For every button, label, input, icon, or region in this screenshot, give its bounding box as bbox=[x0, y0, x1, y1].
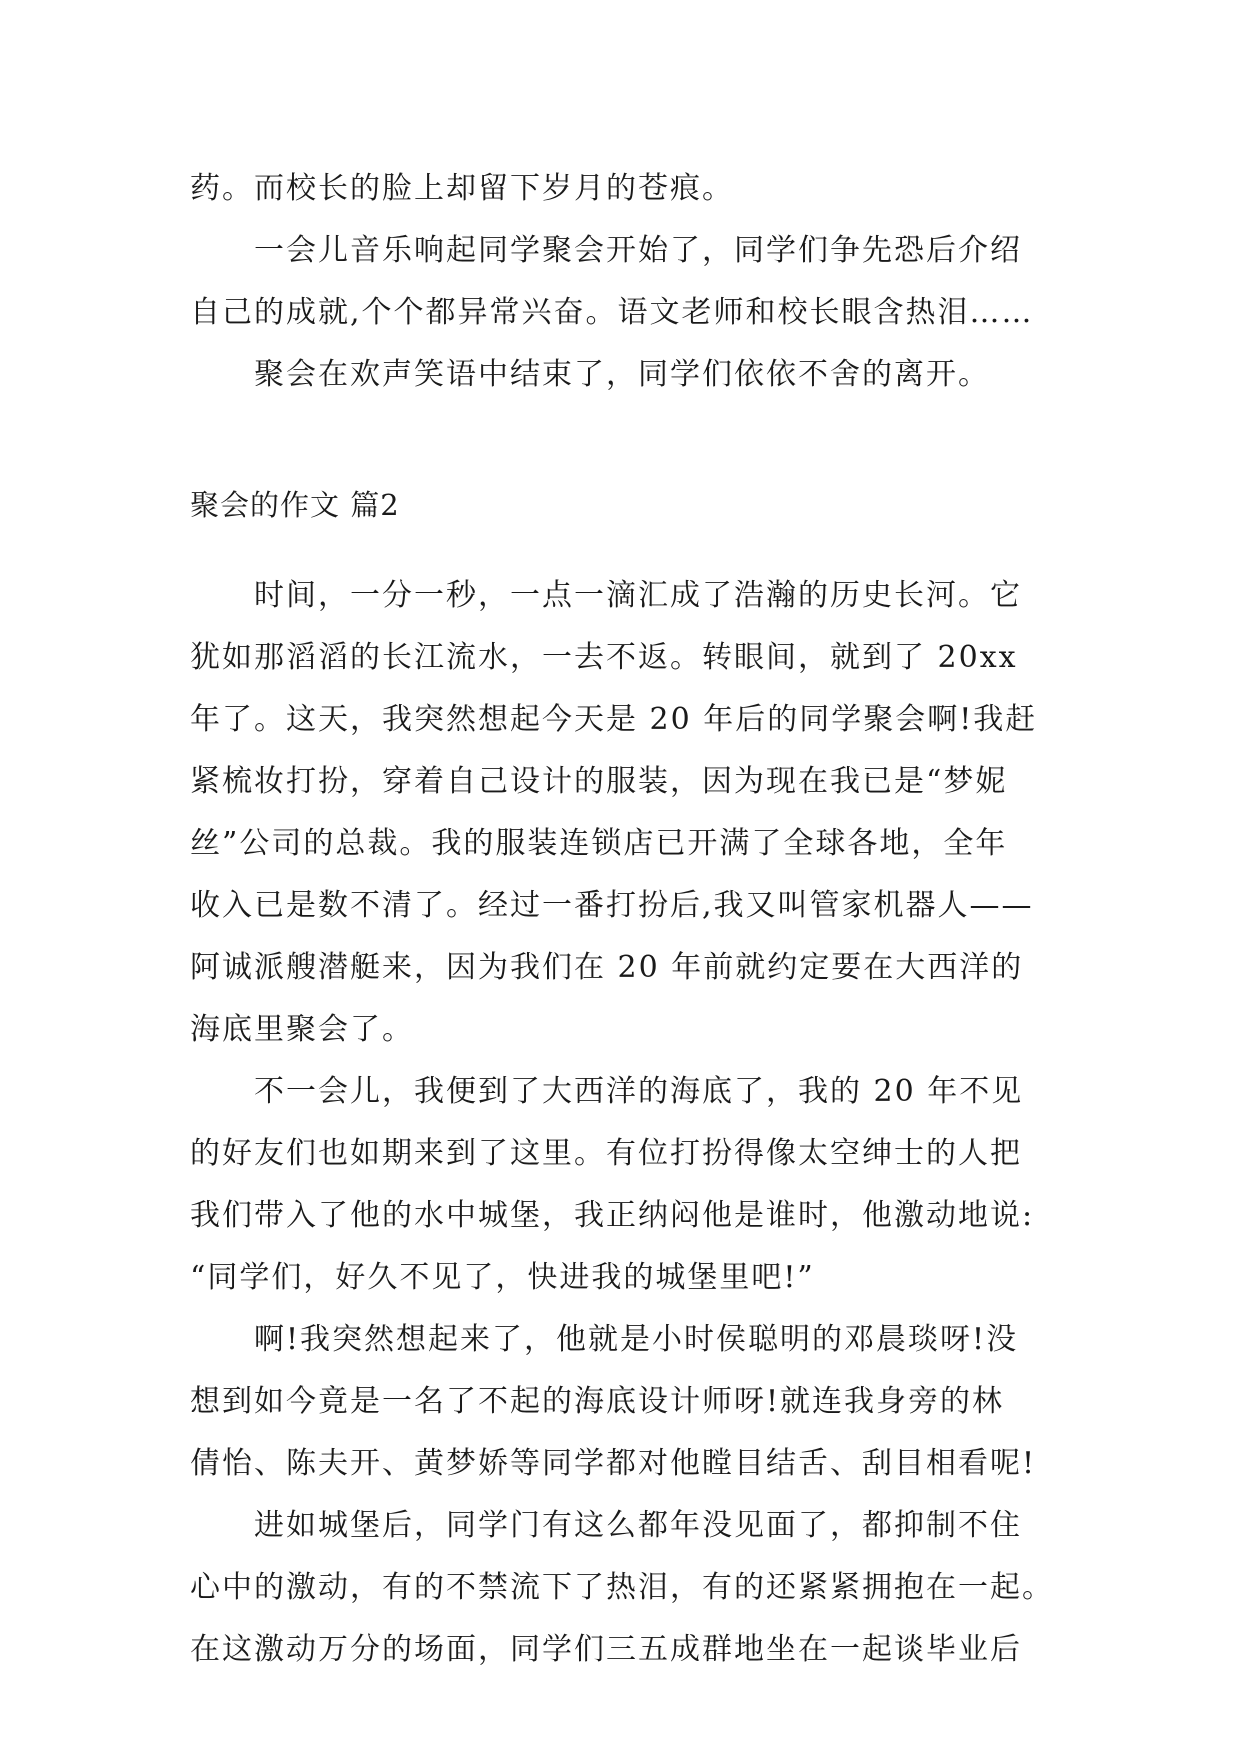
paragraph-line: 聚会在欢声笑语中结束了，同学们依依不舍的离开。 bbox=[254, 357, 990, 392]
paragraph-line: 时间，一分一秒，一点一滴汇成了浩瀚的历史长河。它 bbox=[254, 578, 1022, 613]
paragraph-line: 想到如今竟是一名了不起的海底设计师呀!就连我身旁的林 bbox=[190, 1384, 1005, 1419]
paragraph-line: 紧梳妆打扮，穿着自己设计的服装，因为现在我已是“梦妮 bbox=[190, 764, 1008, 799]
document-page bbox=[190, 158, 1060, 1681]
paragraph-line: 的好友们也如期来到了这里。有位打扮得像太空绅士的人把 bbox=[190, 1136, 1022, 1171]
paragraph-line: 犹如那滔滔的长江流水，一去不返。转眼间，就到了 20xx bbox=[190, 640, 1018, 675]
paragraph-line: 不一会儿，我便到了大西洋的海底了，我的 20 年不见 bbox=[254, 1074, 1024, 1109]
paragraph-line: 丝”公司的总裁。我的服装连锁店已开满了全球各地，全年 bbox=[190, 826, 1008, 861]
paragraph-line: 进如城堡后，同学门有这么都年没见面了，都抑制不住 bbox=[254, 1508, 1022, 1543]
paragraph-line: 药。而校长的脸上却留下岁月的苍痕。 bbox=[190, 171, 734, 206]
paragraph-line: 一会儿音乐响起同学聚会开始了，同学们争先恐后介绍 bbox=[254, 233, 1022, 268]
paragraph-line: 海底里聚会了。 bbox=[190, 1012, 414, 1047]
paragraph-line: 我们带入了他的水中城堡，我正纳闷他是谁时，他激动地说: bbox=[190, 1198, 1035, 1233]
paragraph-line: 倩怡、陈夫开、黄梦娇等同学都对他瞠目结舌、刮目相看呢! bbox=[190, 1446, 1037, 1481]
paragraph-line: 心中的激动，有的不禁流下了热泪，有的还紧紧拥抱在一起。 bbox=[190, 1570, 1054, 1605]
section-heading: 聚会的作文 篇2 bbox=[190, 488, 400, 522]
paragraph-line: 收入已是数不清了。经过一番打扮后,我又叫管家机器人—— bbox=[190, 888, 1034, 923]
paragraph-line: 年了。这天，我突然想起今天是 20 年后的同学聚会啊!我赶 bbox=[190, 702, 1038, 737]
paragraph-line: 自己的成就,个个都异常兴奋。语文老师和校长眼含热泪…… bbox=[190, 295, 1034, 330]
paragraph-line: 阿诚派艘潜艇来，因为我们在 20 年前就约定要在大西洋的 bbox=[190, 950, 1024, 985]
paragraph-line: 啊!我突然想起来了，他就是小时侯聪明的邓晨琰呀!没 bbox=[254, 1322, 1019, 1357]
paragraph-line: 在这激动万分的场面，同学们三五成群地坐在一起谈毕业后 bbox=[190, 1632, 1022, 1667]
paragraph-line: “同学们，好久不见了，快进我的城堡里吧!” bbox=[190, 1260, 815, 1295]
